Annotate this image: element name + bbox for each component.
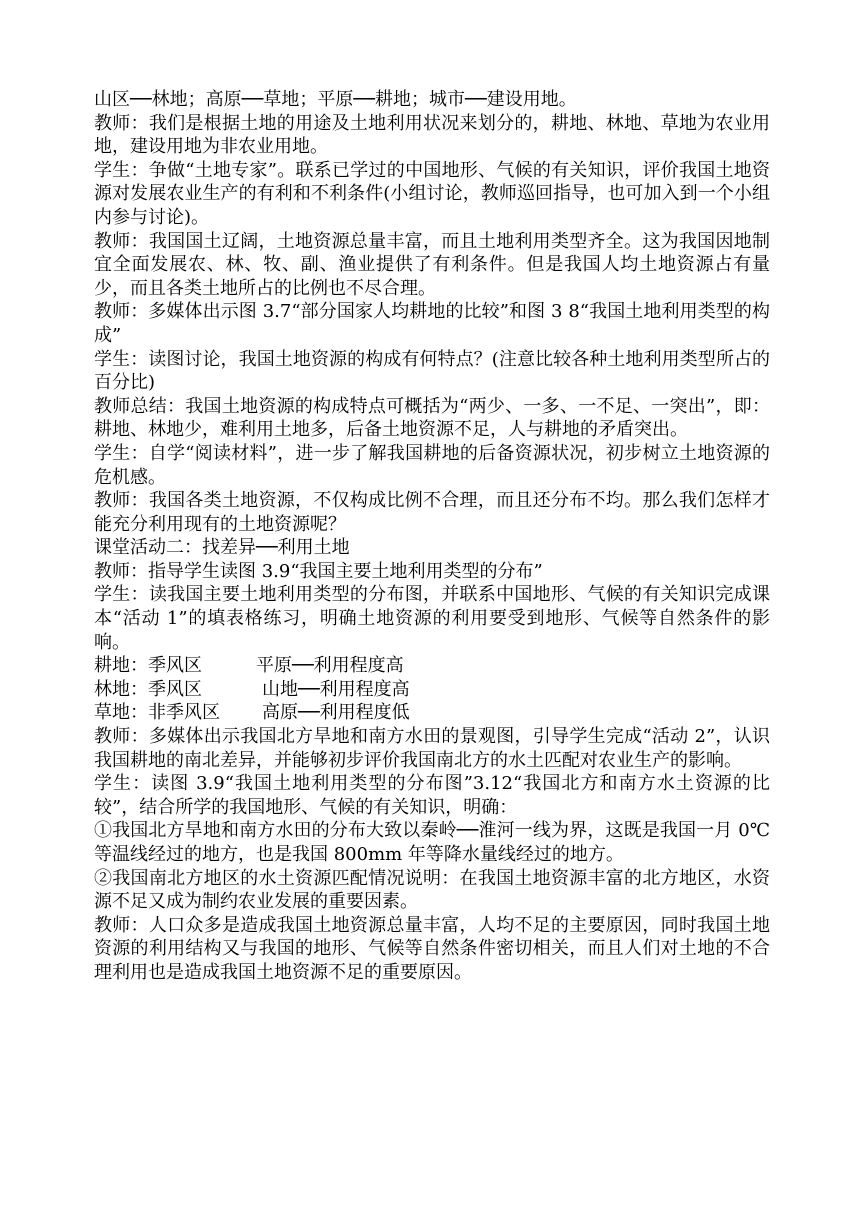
land-row-type: 林地：季风区 — [94, 678, 202, 700]
paragraph: ①我国北方旱地和南方水田的分布大致以秦岭──淮河一线为界，这既是我国一月 0℃等温线经过的地方，也是我国 800mm 年等降水量线经过的地方。 — [94, 820, 770, 865]
paragraph: ②我国南北方地区的水土资源匹配情况说明：在我国土地资源丰富的北方地区，水资源不足又成为制约农业发展的重要因素。 — [94, 867, 770, 913]
land-row-terrain: 高原──利用程度低 — [262, 702, 410, 724]
land-row-type: 耕地：季风区 — [94, 655, 202, 677]
paragraph: 教师：我国各类土地资源，不仅构成比例不合理，而且还分布不均。那么我们怎样才能充分利用现有的土地资源呢？ — [94, 490, 770, 535]
paragraph: 学生：读我国主要土地利用类型的分布图，并联系中国地形、气候的有关知识完成课本“活动 1”的填表格练习，明确土地资源的利用要受到地形、气候等自然条件的影响。 — [94, 584, 770, 653]
land-row-grassland — [94, 701, 770, 725]
paragraph: 学生：自学“阅读材料”，进一步了解我国耕地的后备资源状况，初步树立土地资源的危机感。 — [94, 442, 770, 488]
paragraph: 教师：人口众多是造成我国土地资源总量丰富，人均不足的主要原因，同时我国土地资源的利用结构又与我国的地形、气候等自然条件密切相关，而且人们对土地的不合理利用也是造成我国土地资源不足的重要原因。 — [94, 914, 770, 983]
land-row-terrain: 山地──利用程度高 — [262, 678, 410, 700]
paragraph: 教师：我们是根据土地的用途及土地利用状况来划分的，耕地、林地、草地为农业用地，建设用地为非农业用地。 — [94, 112, 770, 158]
document-page — [94, 88, 770, 985]
land-row-forest — [94, 678, 770, 702]
paragraph: 学生：读图讨论，我国土地资源的构成有何特点？(注意比较各种土地利用类型所占的百分比) — [94, 348, 770, 394]
paragraph: 教师：指导学生读图 3.9“我国主要土地利用类型的分布” — [94, 560, 543, 582]
land-row-type: 草地：非季风区 — [94, 702, 220, 724]
paragraph: 山区──林地；高原──草地；平原──耕地；城市──建设用地。 — [94, 89, 577, 110]
paragraph: 学生：争做“土地专家”。联系已学过的中国地形、气候的有关知识，评价我国土地资源对发展农业生产的有利和不利条件(小组讨论，教师巡回指导，也可加入到一个小组内参与讨论)。 — [94, 159, 770, 228]
paragraph: 教师：多媒体出示我国北方旱地和南方水田的景观图，引导学生完成“活动 2”，认识我国耕地的南北差异，并能够初步评价我国南北方的水土匹配对农业生产的影响。 — [94, 726, 770, 771]
land-row-cropland — [94, 654, 770, 678]
paragraph: 教师：我国国土辽阔，土地资源总量丰富，而且土地利用类型齐全。这为我国因地制宜全面发展农、林、牧、副、渔业提供了有利条件。但是我国人均土地资源占有量少，而且各类土地所占的比例也不尽合理。 — [94, 230, 770, 299]
paragraph: 学生：读图 3.9“我国土地利用类型的分布图”3.12“我国北方和南方水土资源的比较”，结合所学的我国地形、气候的有关知识，明确： — [94, 773, 770, 818]
land-row-terrain: 平原──利用程度高 — [256, 655, 404, 677]
paragraph: 教师：多媒体出示图 3.7“部分国家人均耕地的比较”和图 3 8“我国土地利用类型的构成” — [94, 301, 770, 346]
paragraph: 教师总结：我国土地资源的构成特点可概括为“两少、一多、一不足、一突出”，即：耕地、林地少，难利用土地多，后备土地资源不足，人与耕地的矛盾突出。 — [94, 395, 770, 441]
section-heading: 课堂活动二：找差异──利用土地 — [94, 537, 350, 559]
